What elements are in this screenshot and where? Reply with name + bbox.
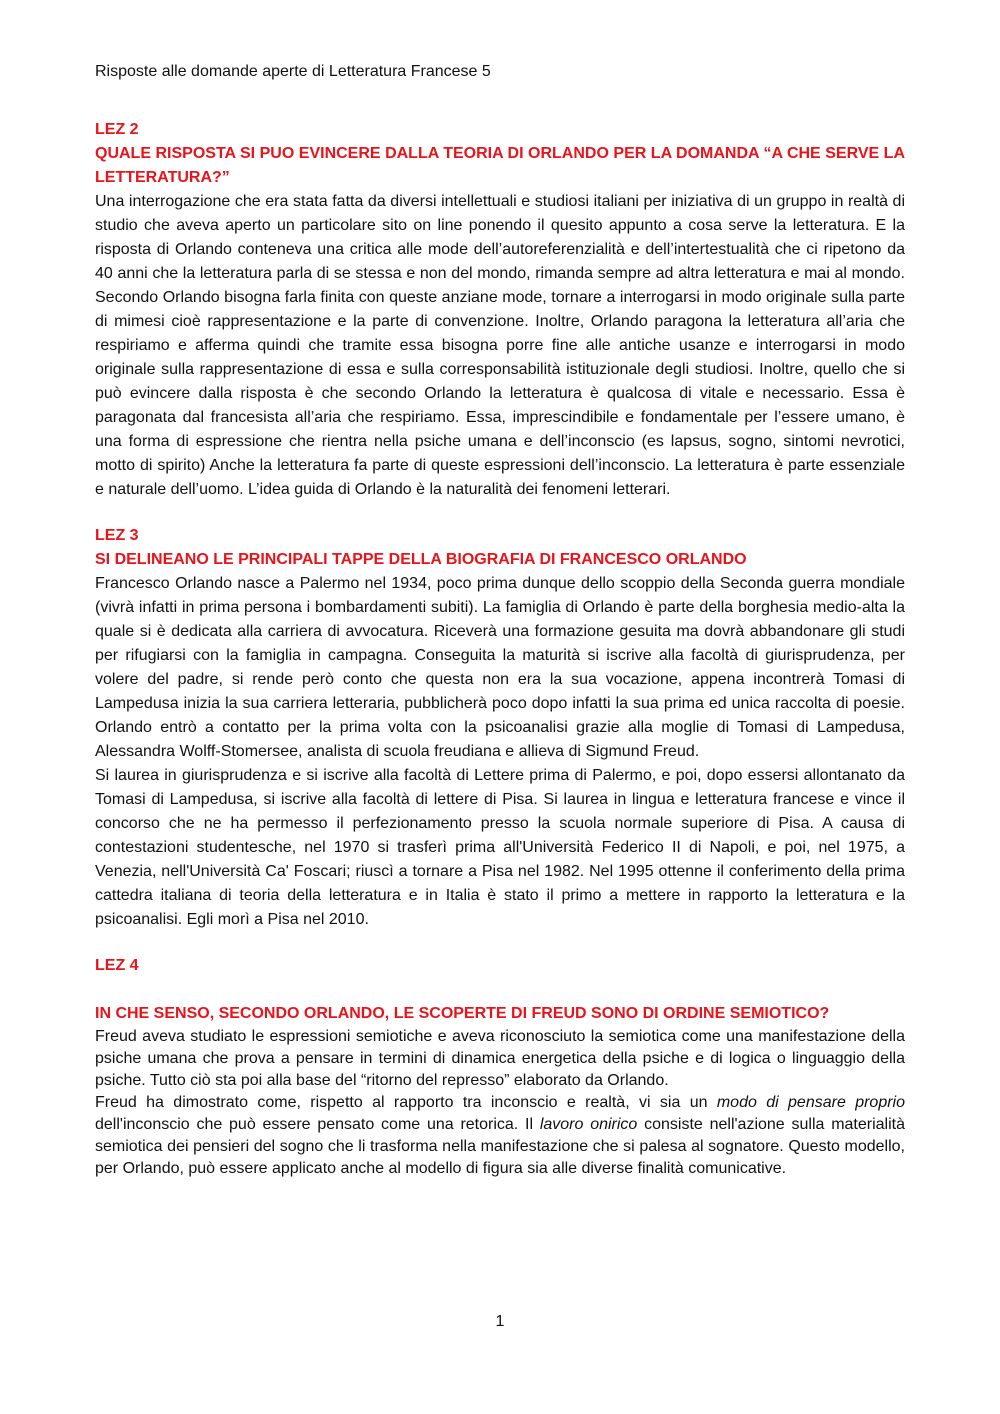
italic-term: modo di pensare proprio — [716, 1094, 905, 1111]
lesson-label: LEZ 2 — [95, 121, 139, 138]
section-lez-3 — [95, 524, 905, 932]
document-title: Risposte alle domande aperte di Letteratura Francese 5 — [95, 63, 491, 80]
text-run: dell'inconscio che può essere pensato come una retorica. Il — [95, 1116, 540, 1133]
lesson-label: LEZ 4 — [95, 957, 139, 974]
question-heading: SI DELINEANO LE PRINCIPALI TAPPE DELLA BIOGRAFIA DI FRANCESCO ORLANDO — [95, 551, 747, 568]
answer-paragraph: Una interrogazione che era stata fatta da diversi intellettuali e studiosi italiani per iniziativa di un gruppo in realtà di studio che aveva aperto un particolare sito on line ponendo il quesito appunto a cosa serve la letteratura. E la risposta di Orlando conteneva una critica alle mode dell’autoreferenzialità e dell’intertestualità che ci ripetono da 40 anni che la letteratura parla di se stessa e non del mondo, rimanda sempre ad altra letteratura e mai al mondo. Secondo Orlando bisogna farla finita con queste anziane mode, tornare a interrogarsi in modo originale sulla parte di mimesi cioè rappresentazione e la parte di convenzione. Inoltre, Orlando paragona la letteratura all’aria che respiriamo e afferma quindi che tramite essa bisogna porre fine alle antiche usanze e interrogarsi in modo originale sulla rappresentazione di essa e sulla corresponsabilità istituzionale degli studiosi. Inoltre, quello che si può evincere dalla risposta è che secondo Orlando la letteratura è qualcosa di vitale e necessario. Essa è paragonata dal francesista all’aria che respiriamo. Essa, imprescindibile e fondamentale per l’essere umano, è una forma di espressione che rientra nella psiche umana e dell’inconscio (es lapsus, sogno, sintomi nevrotici, motto di spirito) Anche la letteratura fa parte di queste espressioni dell’inconscio. La letteratura è parte essenziale e naturale dell’uomo. L’idea guida di Orlando è la naturalità dei fenomeni letterari. — [95, 193, 905, 498]
document-page — [95, 60, 905, 1202]
answer-paragraph-mixed — [95, 1092, 905, 1180]
text-run: consiste nell'azione sulla materialità semiotica dei pensieri del sogno che li trasforma nella manifestazione che si palesa al sognatore. Questo modello, per Orlando, può essere applicato anche al modello di figura sia alle diverse finalità comunicative. — [95, 1116, 905, 1177]
question-heading: IN CHE SENSO, SECONDO ORLANDO, LE SCOPERTE DI FREUD SONO DI ORDINE SEMIOTICO? — [95, 1005, 830, 1022]
section-lez-2 — [95, 118, 905, 502]
text-run: Freud ha dimostrato come, rispetto al rapporto tra inconscio e realtà, vi sia un — [95, 1094, 717, 1111]
section-lez-4 — [95, 954, 905, 1180]
answer-paragraph: Si laurea in giurisprudenza e si iscrive alla facoltà di Lettere prima di Palermo, e poi, dopo essersi allontanato da Tomasi di Lampedusa, si iscrive alla facoltà di lettere di Pisa. Si laurea in lingua e letteratura francese e vince il concorso che ne ha permesso il perfezionamento presso la scuola normale superiore di Pisa. A causa di contestazioni studentesche, nel 1970 si trasferì prima all'Università Federico II di Napoli, e poi, nel 1975, a Venezia, nell'Università Ca' Foscari; riuscì a tornare a Pisa nel 1982. Nel 1995 ottenne il conferimento della prima cattedra italiana di teoria della letteratura e in Italia è stato il primo a mettere in rapporto la letteratura e la psicoanalisi. Egli morì a Pisa nel 2010. — [95, 767, 905, 928]
italic-term: lavoro onirico — [539, 1116, 638, 1133]
answer-paragraph: Francesco Orlando nasce a Palermo nel 1934, poco prima dunque dello scoppio della Seconda guerra mondiale (vivrà infatti in prima persona i bombardamenti subiti). La famiglia di Orlando è parte della borghesia medio-alta la quale si è dedicata alla carriera di avvocatura. Riceverà una formazione gesuita ma dovrà abbandonare gli studi per rifugiarsi con la famiglia in campagna. Conseguita la maturità si iscrive alla facoltà di giurisprudenza, per volere del padre, si rende però conto che questa non era la sua vocazione, appena incontrerà Tomasi di Lampedusa inizia la sua carriera letteraria, pubblicherà poco dopo infatti la sua prima ed unica raccolta di poesie. Orlando entrò a contatto per la prima volta con la psicoanalisi grazie alla moglie di Tomasi di Lampedusa, Alessandra Wolff-Stomersee, analista di scuola freudiana e allieva di Sigmund Freud. — [95, 575, 905, 760]
answer-paragraph: Freud aveva studiato le espressioni semiotiche e aveva riconosciuto la semiotica come una manifestazione della psiche umana che prova a pensare in termini di dinamica energetica della psiche e di logica o linguaggio della psiche. Tutto ciò sta poi alla base del “ritorno del represso” elaborato da Orlando. — [95, 1028, 905, 1089]
lesson-label: LEZ 3 — [95, 527, 139, 544]
question-heading: QUALE RISPOSTA SI PUO EVINCERE DALLA TEORIA DI ORLANDO PER LA DOMANDA “A CHE SERVE LA LETTERATURA?” — [95, 145, 905, 186]
page-number: 1 — [495, 1313, 505, 1330]
